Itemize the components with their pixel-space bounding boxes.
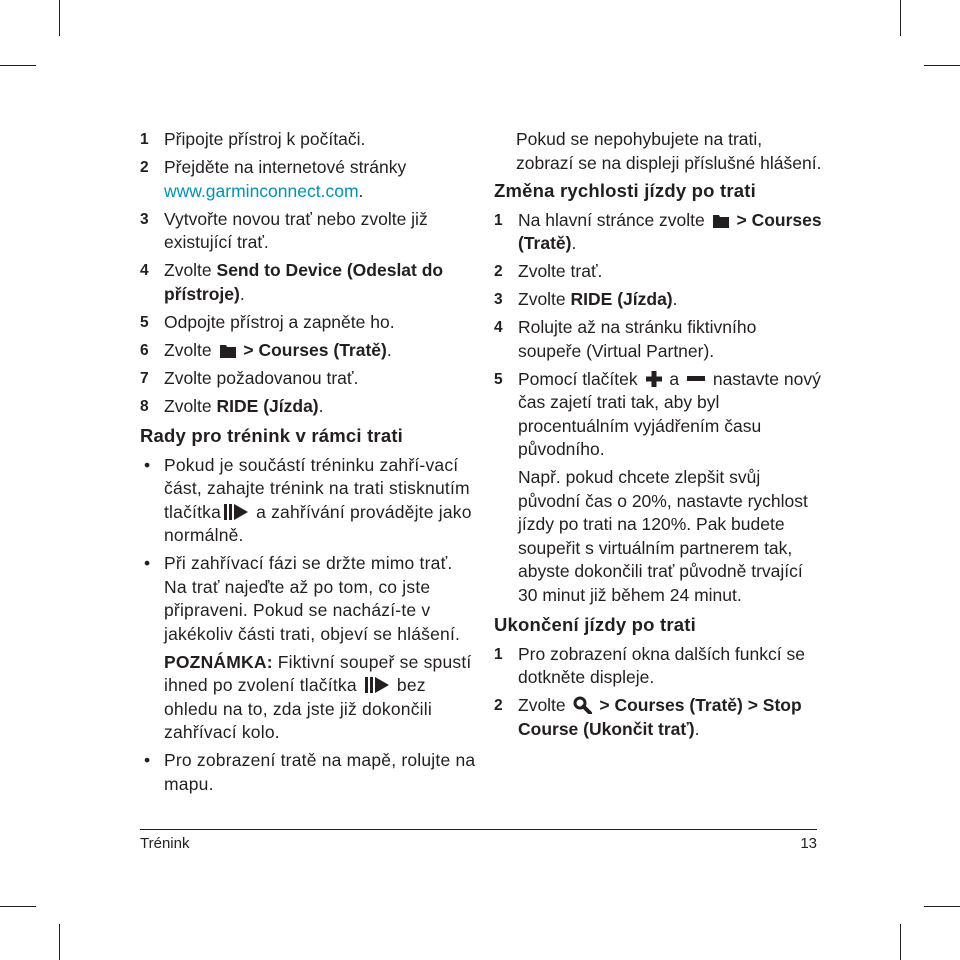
- intro-text: Pokud se nepohybujete na trati, zobrazí se na displeji příslušné hlášení.: [516, 129, 822, 173]
- crop-mark: [924, 906, 960, 907]
- list-item: • Pro zobrazení tratě na mapě, rolujte na mapu.: [144, 750, 476, 794]
- garmin-link[interactable]: www.garminconnect.com: [164, 180, 359, 201]
- list-item: 6 Zvolte > Courses (Tratě).: [140, 339, 392, 360]
- footer-section: Trénink: [140, 835, 190, 852]
- list-item: 2 Přejděte na internetové stránky www.garminconnect.com.: [140, 157, 407, 201]
- note: POZNÁMKA: Fiktivní soupeř se spustí ihned po zvolení tlačítka bez ohledu na to, zda jste již dokončili zahřívací kolo.: [164, 651, 472, 742]
- steps-list: [140, 128, 480, 418]
- list-item: 4 Rolujte až na stránku fiktivního soupeře (Virtual Partner).: [494, 317, 757, 361]
- list-item: 4 Zvolte Send to Device (Odeslat do přístroje).: [140, 260, 444, 304]
- list-item: 2 Zvolte trať.: [494, 261, 603, 281]
- list-item: 1 Pro zobrazení okna dalších funkcí se dotkněte displeje.: [494, 643, 805, 687]
- crop-mark: [0, 65, 36, 66]
- crop-mark: [59, 0, 60, 36]
- list-item: 8 Zvolte RIDE (Jízda).: [140, 395, 324, 416]
- list-item: • Pokud je součástí tréninku zahří-vací část, zahajte trénink na trati stisknutím tlačítka a zahřívání provádějte jako normálně.: [144, 454, 472, 545]
- section-heading: Změna rychlosti jízdy po trati: [494, 180, 756, 201]
- steps-list: [494, 209, 824, 462]
- page-number: 13: [800, 835, 817, 852]
- list-item: 3 Vytvořte novou trať nebo zvolte již existující trať.: [140, 208, 428, 252]
- section-heading: Ukončení jízdy po trati: [494, 614, 696, 635]
- tips-list: [140, 454, 480, 647]
- footer-rule: [140, 829, 817, 830]
- list-item: 1 Na hlavní stránce zvolte > Courses (Tratě).: [494, 209, 822, 253]
- list-item: 2 Zvolte > Courses (Tratě) > Stop Course (Ukončit trať).: [494, 695, 802, 739]
- example-text: Např. pokud chcete zlepšit svůj původní čas o 20%, nastavte rychlost jízdy po trati na 120%. Pak budete soupeřit s virtuálním partnerem tak, abyste dokončili trať původně trvající 30 minut již během 24 minut.: [518, 467, 808, 605]
- right-column: [494, 128, 824, 746]
- crop-mark: [900, 924, 901, 960]
- list-item: 1 Připojte přístroj k počítači.: [140, 129, 366, 149]
- crop-mark: [924, 65, 960, 66]
- magnifier-icon: [573, 696, 593, 714]
- list-item: 3 Zvolte RIDE (Jízda).: [494, 289, 678, 309]
- play-pause-icon: [364, 676, 390, 694]
- left-column: [140, 128, 480, 801]
- crop-mark: [900, 0, 901, 36]
- crop-mark: [0, 906, 36, 907]
- section-heading: Rady pro trénink v rámci trati: [140, 425, 404, 446]
- crop-mark: [59, 924, 60, 960]
- list-item: 5 Odpojte přístroj a zapněte ho.: [140, 311, 395, 332]
- folder-icon: [219, 343, 237, 359]
- steps-list: [494, 643, 824, 742]
- plus-icon: [645, 370, 663, 388]
- list-item: 5 Pomocí tlačítek a nastavte nový čas zajetí trati tak, aby byl procentuálním vyjádřením času původního.: [494, 368, 821, 459]
- minus-icon: [686, 370, 706, 388]
- list-item: • Při zahřívací fázi se držte mimo trať. Na trať najeďte až po tom, co jste připraveni. Pokud se nachází-te v jakékoliv části trati, objeví se hlášení.: [144, 553, 461, 644]
- list-item: 7 Zvolte požadovanou trať.: [140, 367, 359, 388]
- play-pause-icon: [223, 503, 249, 521]
- folder-icon: [712, 213, 730, 229]
